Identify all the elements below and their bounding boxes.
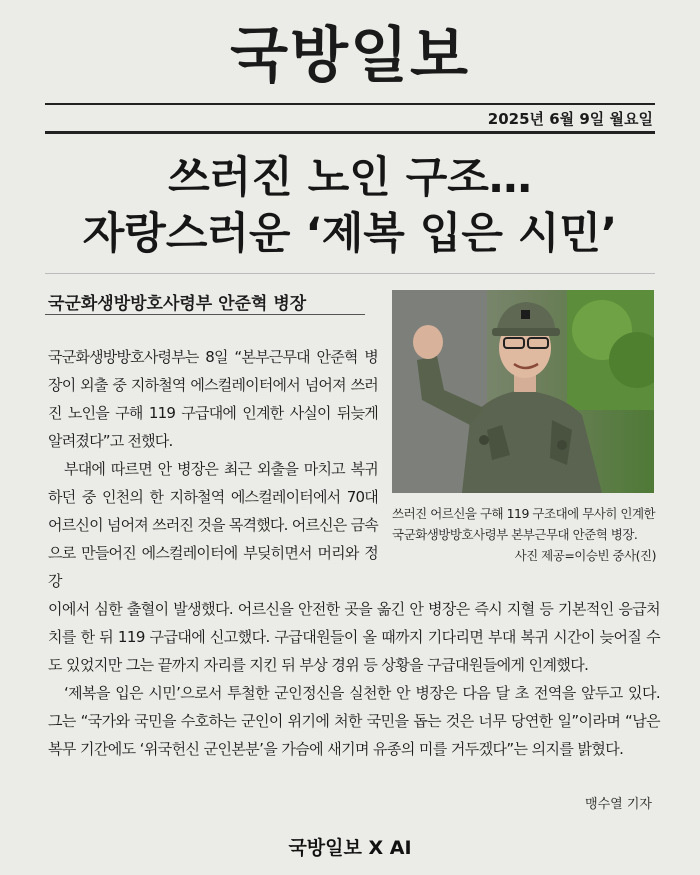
article-headline: [20, 150, 680, 262]
issue-date: 2025년 6월 9일 월요일: [487, 110, 653, 128]
masthead-rule-top: [45, 103, 655, 105]
reporter-byline: 맹수열 기자: [585, 797, 652, 812]
soldier-photo: [392, 290, 654, 493]
headline-line-2: 자랑스러운 ‘제복 입은 시민’: [82, 209, 618, 259]
headline-divider: [45, 273, 655, 274]
paragraph-1: 국군화생방방호사령부는 8일 “본부근무대 안준혁 병장이 외출 중 지하철역 에스컬레이터에서 넘어져 쓰러진 노인을 구해 119 구급대에 인계한 사실이 뒤늦게 알려졌다”고 전했다.: [48, 348, 378, 450]
paragraph-2-start: 부대에 따르면 안 병장은 최근 외출을 마치고 복귀하던 중 인천의 한 지하철역 에스컬레이터에서 70대 어르신이 넘어져 쓰러진 것을 목격했다. 어르신은 금속으로 만들어진 에스컬레이터에 부딪히면서 머리와 정강: [48, 460, 378, 590]
caption-text: 쓰러진 어르신을 구해 119 구조대에 무사히 인계한 국군화생방방호사령부 본부근무대 안준혁 병장.: [392, 506, 656, 542]
paragraph-2-continued: 이에서 심한 출혈이 발생했다. 어르신을 안전한 곳을 옮긴 안 병장은 즉시 지혈 등 기본적인 응급처치를 한 뒤 119 구급대에 신고했다. 구급대원들이 올 때까지 기다리면 부대 복귀 시간이 늦어질 수도 있었지만 그는 끝까지 자리를 지킨 뒤 부상 경위 등 상황을 구급대원들에게 인계했다.: [48, 600, 660, 674]
paragraph-3: ‘제복을 입은 시민’으로서 투철한 군인정신을 실천한 안 병장은 다음 달 초 전역을 앞두고 있다. 그는 “국가와 국민을 수호하는 군인이 위기에 처한 국민을 돕는 것은 너무 당연한 일”이라며 “남은 복무 기간에도 ‘위국헌신 군인본분’을 가슴에 새기며 유종의 미를 거두겠다”는 의지를 밝혔다.: [48, 684, 660, 758]
masthead-rule-bottom: [45, 131, 655, 134]
photo-caption: [392, 503, 656, 566]
subheading-underline: [45, 314, 365, 315]
photo-credit: 사진 제공=이승빈 중사(진): [514, 548, 656, 563]
footer-brand: 국방일보 X AI: [288, 837, 412, 859]
newspaper-masthead: 국방일보: [230, 21, 470, 91]
article-body-column: [48, 343, 378, 595]
soldier-photo-illustration: [392, 290, 654, 493]
article-body-full-width: [48, 595, 660, 763]
headline-line-1: 쓰러진 노인 구조…: [168, 153, 532, 203]
article-subheading: 국군화생방방호사령부 안준혁 병장: [48, 294, 307, 314]
